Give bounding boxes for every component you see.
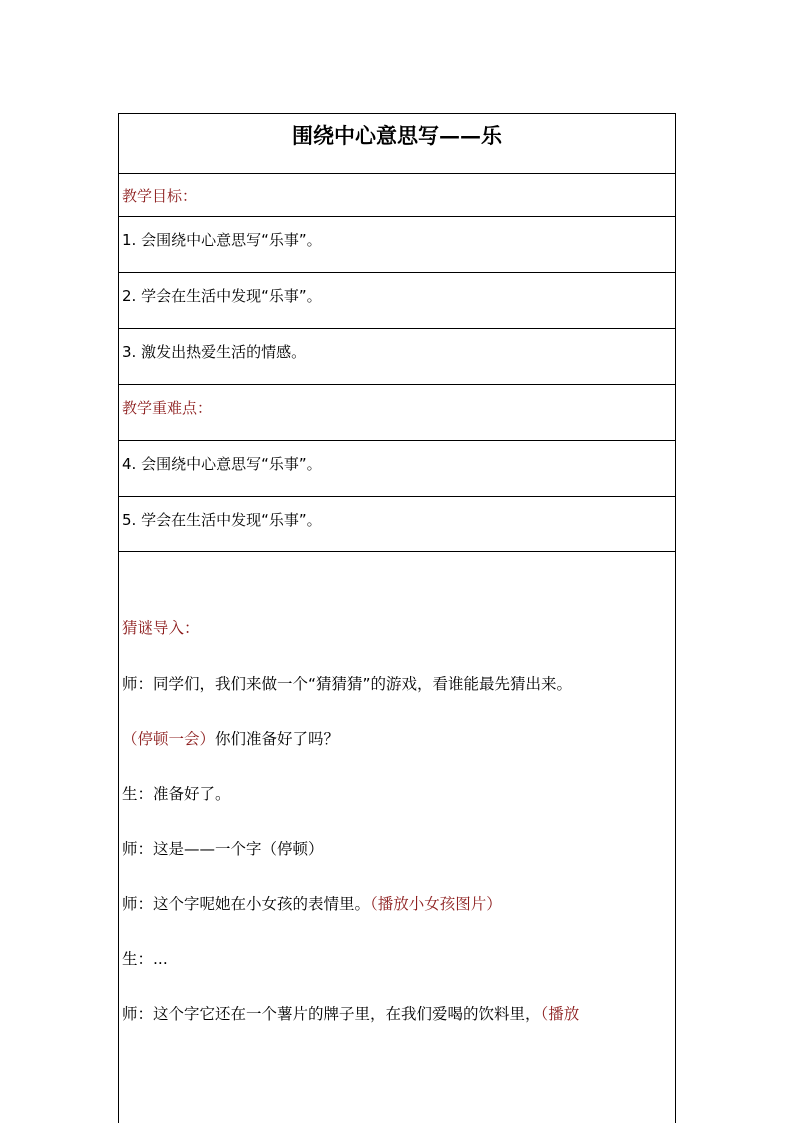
dialogue-text: 师：这个字呢她在小女孩的表情里。 [122,895,371,913]
objective-row [119,273,675,329]
lesson-plan-table [118,113,676,1123]
objectives-label: 教学目标： [122,187,198,205]
key-points-label-row [119,385,675,441]
objective-row [119,217,675,273]
dialogue-text: 你们准备好了吗？ [215,730,340,748]
key-point-text: 5. 学会在生活中发现“乐事”。 [122,511,322,529]
dialogue-line: 生：准备好了。 [122,785,231,803]
dialogue-line: 生：... [122,950,168,968]
document-title: 围绕中心意思写——乐 [119,114,675,174]
dialogue-text: 师：这个字它还在一个薯片的牌子里，在我们爱喝的饮料里， [122,1005,541,1023]
objective-text: 2. 学会在生活中发现“乐事”。 [122,287,322,305]
stage-direction: （播放小女孩图片） [370,895,502,913]
key-point-row [119,497,675,552]
dialogue-line [122,892,502,914]
objective-row [119,329,675,385]
dialogue-line [122,727,339,749]
dialogue-line: 师：这是——一个字（停顿） [122,840,324,858]
intro-label: 猜谜导入： [122,619,200,637]
objective-text: 1. 会围绕中心意思写“乐事”。 [122,231,322,249]
dialogue-line [122,1002,579,1024]
stage-direction: （播放 [540,1005,580,1023]
stage-direction: （停顿一会） [122,730,216,748]
objective-text: 3. 激发出热爱生活的情感。 [122,343,307,361]
objectives-label-row [119,173,675,217]
key-point-text: 4. 会围绕中心意思写“乐事”。 [122,455,322,473]
key-points-label: 教学重难点： [122,399,213,417]
key-point-row [119,441,675,497]
dialogue-line: 师：同学们，我们来做一个“猜猜猜”的游戏，看谁能最先猜出来。 [122,675,573,693]
